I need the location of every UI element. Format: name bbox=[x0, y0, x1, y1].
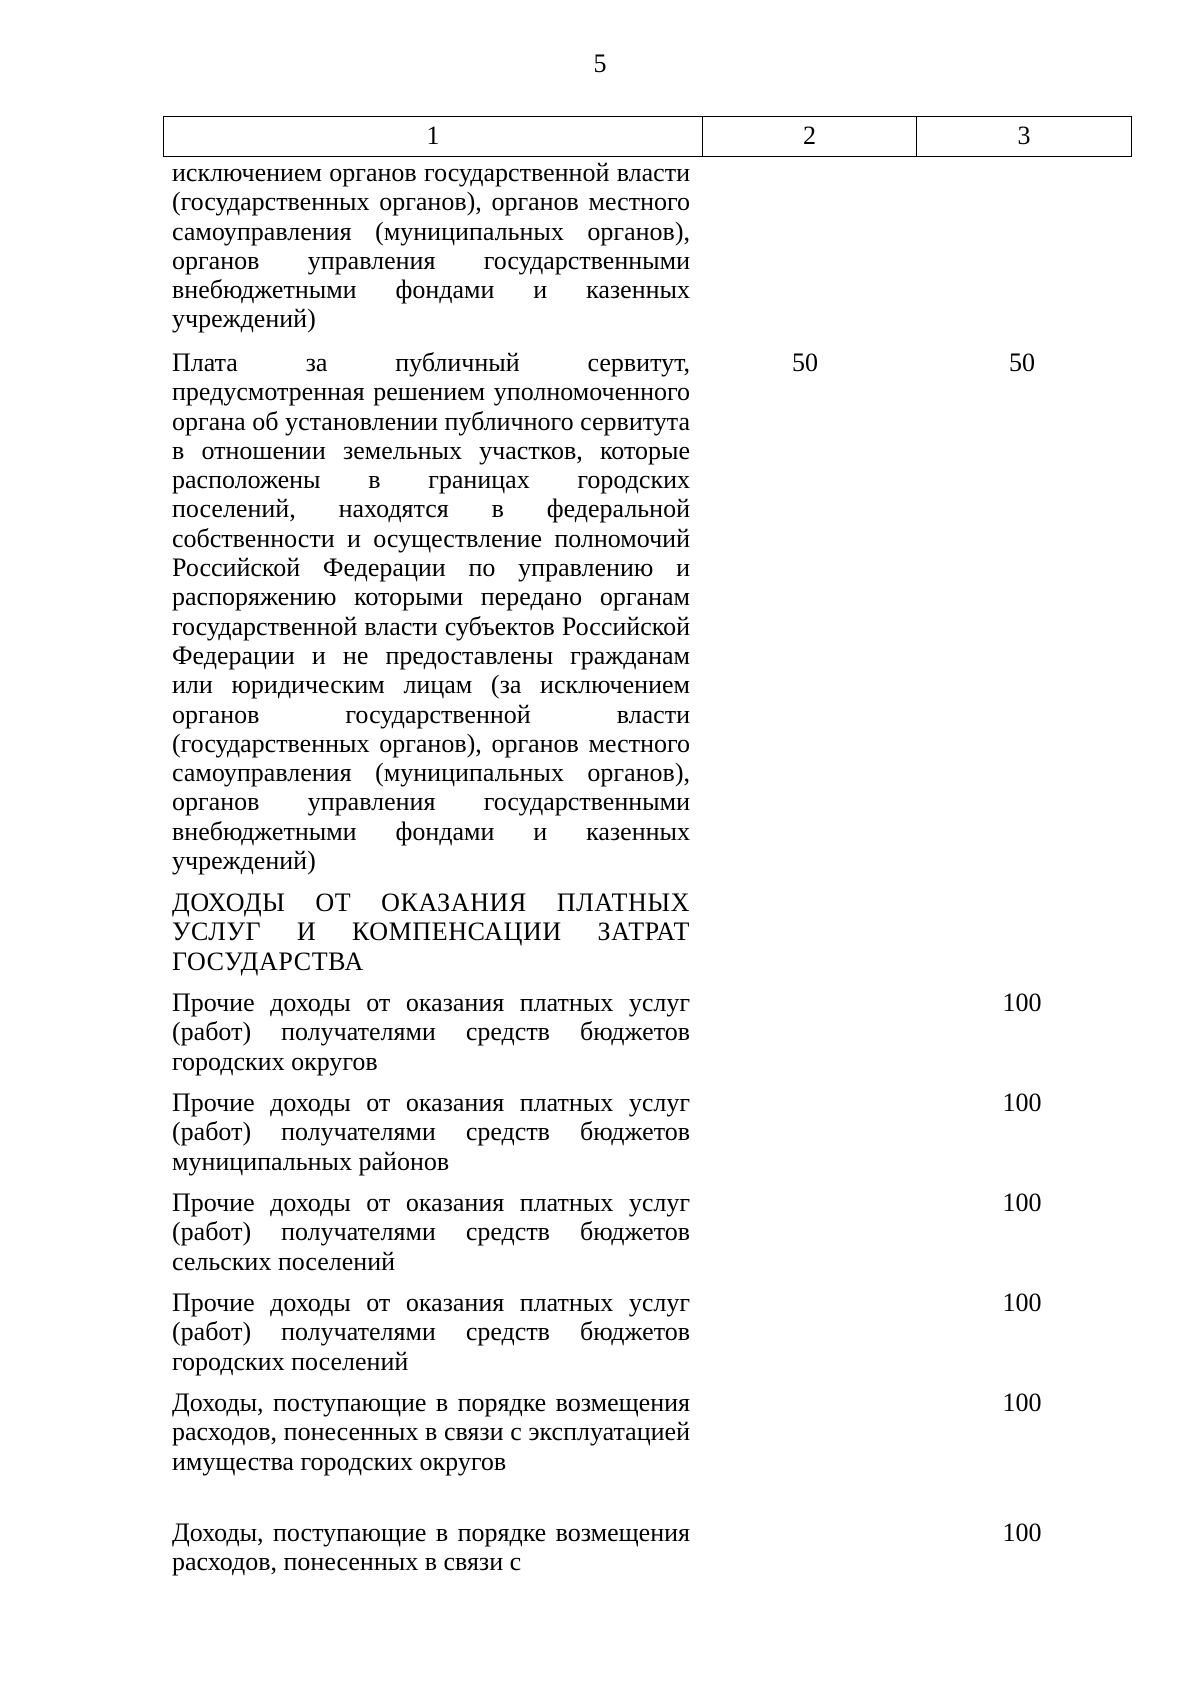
column-header-1: 1 bbox=[426, 121, 440, 150]
row-value-col3: 100 bbox=[1002, 1388, 1042, 1417]
row-value-col2: 50 bbox=[792, 348, 818, 377]
row-description: Прочие доходы от оказания платных услуг (работ) получателями средств бюджетов сельских поселений bbox=[172, 1188, 690, 1276]
row-description: Прочие доходы от оказания платных услуг (работ) получателями средств бюджетов городских поселений bbox=[172, 1288, 690, 1376]
section-heading: ДОХОДЫ ОТ ОКАЗАНИЯ ПЛАТНЫХ УСЛУГ И КОМПЕНСАЦИИ ЗАТРАТ ГОСУДАРСТВА bbox=[172, 888, 690, 976]
row-value-col3: 100 bbox=[1002, 1518, 1042, 1547]
row-value-col3: 100 bbox=[1002, 988, 1042, 1017]
row-description: исключением органов государственной власти (государственных органов), органов местного самоуправления (муниципальных органов), органов управления государственными внебюджетными фондами и казенных учреждений) bbox=[172, 158, 690, 334]
page-number: 5 bbox=[593, 49, 607, 78]
row-description: Прочие доходы от оказания платных услуг (работ) получателями средств бюджетов муниципальных районов bbox=[172, 1088, 690, 1176]
row-value-col3: 100 bbox=[1002, 1188, 1042, 1217]
row-description: Плата за публичный сервитут, предусмотренная решением уполномоченного органа об установлении публичного сервитута в отношении земельных участков, которые расположены в границах городских поселений, находятся в федеральной собственности и осуществление полномочий Российской Федерации по управлению и распоряжению которыми передано органам государственной власти субъектов Российской Федерации и не предоставлены гражданам или юридическим лицам (за исключением органов государственной власти (государственных органов), органов местного самоуправления (муниципальных органов), органов управления государственными внебюджетными фондами и казенных учреждений) bbox=[172, 348, 690, 876]
row-value-col3: 50 bbox=[1009, 348, 1035, 377]
row-description: Доходы, поступающие в порядке возмещения расходов, понесенных в связи с bbox=[172, 1518, 690, 1577]
column-header-3: 3 bbox=[916, 117, 1131, 156]
row-value-col3: 100 bbox=[1002, 1088, 1042, 1117]
column-header-2: 2 bbox=[702, 117, 916, 156]
row-description: Прочие доходы от оказания платных услуг (работ) получателями средств бюджетов городских округов bbox=[172, 988, 690, 1076]
row-description: Доходы, поступающие в порядке возмещения расходов, понесенных в связи с эксплуатацией имущества городских округов bbox=[172, 1388, 690, 1476]
row-value-col3: 100 bbox=[1002, 1288, 1042, 1317]
